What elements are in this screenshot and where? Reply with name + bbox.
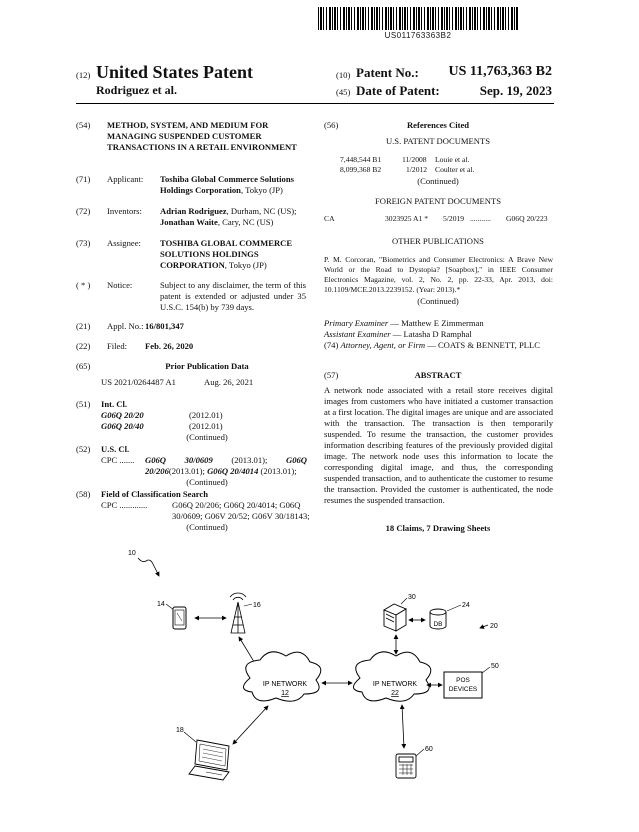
ref-10-leader [138,558,159,576]
inventors [160,206,308,228]
payment-terminal-icon [396,754,416,778]
ref-18: 18 [176,727,184,734]
field-71-code: (71) [76,174,91,184]
ref-60: 60 [425,746,433,753]
us-doc-number: 7,448,544 B1 [340,155,382,164]
foreign-doc-country: CA [324,214,335,223]
ref-16: 16 [253,602,261,609]
ref-16-leader [244,604,252,606]
ip-network-12-number: 12 [281,690,289,697]
us-cl-cpc-label: CPC ....... [101,455,135,465]
us-cl-heading: U.S. Cl. [101,444,130,454]
applicant-location: , Tokyo (JP) [240,185,283,195]
field-65-code: (65) [76,361,91,371]
int-cl-heading: Int. Cl. [101,399,128,409]
field-56-code: (56) [324,120,339,130]
other-pubs-continued: (Continued) [417,296,459,306]
pos-devices-box [444,672,482,698]
date-code: (45) [336,87,351,97]
int-cl-2-date: (2012.01) [189,421,223,431]
other-pub-citation: P. M. Corcoran, "Biometrics and Consumer Electronics: A Brave New World or the Road to Dystopia? [Soapbox]," in IEEE Consumer Electronics Magazine, vol. 2, No. 2, pp. 22-33, Apr. 2013, doi: 10.1109/MCE.2013.2239152. (Year: 2013).* [324,255,553,294]
invention-title: METHOD, SYSTEM, AND MEDIUM FOR MANAGING SUSPENDED CUSTOMER TRANSACTIONS IN A RETAIL ENVIRONMENT [107,120,297,152]
notice-code: ( * ) [76,280,91,290]
field-52-code: (52) [76,444,91,454]
us-cl-2: G06Q 20/206 [145,455,307,476]
us-cl-1-date: (2013.01); [212,455,286,465]
field-51-code: (51) [76,399,91,409]
appl-no-label: Appl. No.: [107,321,144,331]
abstract-heading: ABSTRACT [414,370,462,380]
ref-14: 14 [157,601,165,608]
filed-label: Filed: [107,341,128,351]
filed-date: Feb. 26, 2020 [145,341,194,351]
foreign-doc-number: 3023925 A1 * [385,214,429,223]
search-continued: (Continued) [186,522,228,532]
computer-icon [189,740,229,780]
applicant [160,174,308,196]
field-22-code: (22) [76,341,91,351]
inventor-2-name: Jonathan Waite [160,217,218,227]
search-field-heading: Field of Classification Search [101,489,209,499]
us-cl-cpc [145,455,307,477]
us-docs-continued: (Continued) [417,176,459,186]
assignee-name: TOSHIBA GLOBAL COMMERCE SOLUTIONS HOLDINGS CORPORATION [160,238,293,270]
ref-50-leader [482,667,490,673]
int-cl-continued: (Continued) [186,432,228,442]
foreign-doc-row [324,214,554,224]
field-21-code: (21) [76,321,91,331]
foreign-doc-dots: ........... [470,214,491,223]
search-cpc-label: CPC ............. [101,500,148,510]
field-72-code: (72) [76,206,91,216]
network-computer-link [233,706,268,744]
ref-10: 10 [128,550,136,557]
search-cpc-line-1: G06Q 20/206; G06Q 20/4014; G06Q [172,500,301,510]
patent-date: Sep. 19, 2023 [479,83,552,98]
int-cl-2: G06Q 20/40 [101,421,144,431]
pos-label-line1: POS [456,677,470,684]
ref-30: 30 [408,594,416,601]
applicant-label: Applicant: [107,174,144,184]
ref-30-leader [401,598,407,604]
field-57-code: (57) [324,370,339,380]
foreign-docs-heading: FOREIGN PATENT DOCUMENTS [374,196,502,206]
db-label: DB [433,621,443,628]
primary-examiner-label: Primary Examiner [324,318,389,328]
us-docs-heading: U.S. PATENT DOCUMENTS [385,136,491,146]
applicant-name: Toshiba Global Commerce Solutions Holdings Corporation [160,174,294,195]
ref-20: 20 [490,623,498,630]
us-doc-date: 11/2008 [402,155,427,164]
attorney [324,340,554,351]
assistant-examiner [324,329,554,340]
drawing-figure [0,540,639,832]
ip-network-22-label: IP NETWORK [372,681,418,688]
attorney-label: Attorney, Agent, or Firm [340,340,426,350]
barcode-text: US011763363B2 [384,31,452,40]
foreign-doc-date: 5/2019 [443,214,465,223]
foreign-doc-class: G06Q 20/223 [506,214,548,223]
field-58-code: (58) [76,489,91,499]
field-73-code: (73) [76,238,91,248]
network-terminal-link [402,705,404,748]
attorney-name: — COATS & BENNETT, PLLC [425,340,540,350]
header-rule [76,103,554,104]
us-docs-list [340,155,550,174]
attorney-code: (74) [324,340,339,350]
us-cl-3: G06Q 20/4014 [207,466,259,476]
prior-pub-date: Aug. 26, 2021 [204,377,254,387]
primary-examiner-name: — Matthew E Zimmerman [388,318,484,328]
references-heading: References Cited [406,120,470,130]
field-54-code: (54) [76,120,91,130]
us-cl-continued: (Continued) [186,477,228,487]
us-doc-number: 8,099,368 B2 [340,164,382,174]
ref-60-leader [416,749,424,756]
appl-no: 16/801,347 [145,321,184,331]
mobile-phone-icon [173,607,186,629]
assignee-label: Assignee: [107,238,141,248]
int-cl-1-date: (2012.01) [189,410,223,420]
us-doc-name: Louie et al. [435,155,470,164]
us-doc-row [340,155,550,165]
patent-title: United States Patent [96,62,253,82]
barcode [318,7,518,30]
ref-24-leader [447,605,461,611]
claims-summary: 18 Claims, 7 Drawing Sheets [385,523,491,533]
prior-pub-heading: Prior Publication Data [165,361,249,371]
assistant-examiner-label: Assistant Examiner [324,329,391,339]
inventor-1-location: , Durham, NC (US); [226,206,297,216]
us-doc-name: Coulter et al. [435,164,475,174]
ip-network-22-number: 22 [391,690,399,697]
assignee-location: , Tokyo (JP) [224,260,267,270]
primary-examiner [324,318,554,329]
patent-number: US 11,763,363 B2 [448,64,552,79]
ref-18-leader [184,732,196,742]
notice-label: Notice: [107,280,133,290]
patent-no-label: Patent No.: [356,65,419,80]
us-doc-date: 1/2012 [406,164,428,174]
ref-50: 50 [491,663,499,670]
cell-tower-icon [230,593,246,633]
kind-code: (12) [76,70,91,80]
assignee [160,238,300,271]
int-cl-1: G06Q 20/20 [101,410,144,420]
us-cl-1: G06Q 30/0609 [145,455,213,465]
ip-network-12-label: IP NETWORK [262,681,308,688]
other-pubs-heading: OTHER PUBLICATIONS [392,236,484,246]
notice-text: Subject to any disclaimer, the term of this patent is extended or adjusted under 35 U.S.C. 154(b) by 739 days. [160,280,306,312]
ref-20-leader [480,625,488,628]
patent-no-code: (10) [336,70,351,80]
assistant-examiner-name: — Latasha D Ramphal [390,329,472,339]
inventor-1-name: Adrian Rodriguez [160,206,227,216]
inventor-2-location: , Cary, NC (US) [217,217,274,227]
inventors-label: Inventors: [107,206,142,216]
date-label: Date of Patent: [356,83,440,98]
inventor-short: Rodriguez et al. [96,83,177,97]
us-cl-3-date: (2013.01); [258,466,297,476]
pos-label-line2: DEVICES [448,686,478,693]
abstract-text: A network node associated with a retail store receives digital images from customers who have initiated a customer transaction at a first location. The digital images are unique and are associated with the transaction. The transaction is then temporarily suspended. To resume the transaction, the customer provides information describing features of the previously provided digital image. The network node uses this information to locate the corresponding digital image, and thus, the corresponding suspended transaction, and to authenticate the customer to resume the transaction. Provided the customer is authenticated, the node resumes the suspended transaction. [324,385,553,505]
prior-pub-number: US 2021/0264487 A1 [101,377,176,387]
us-doc-row [340,165,550,175]
search-cpc-line-2: 30/0609; G06V 20/52; G06V 30/18143; [172,511,310,521]
ref-24: 24 [462,602,470,609]
server-icon [384,604,406,631]
us-cl-2-date: (2013.01); [168,466,208,476]
